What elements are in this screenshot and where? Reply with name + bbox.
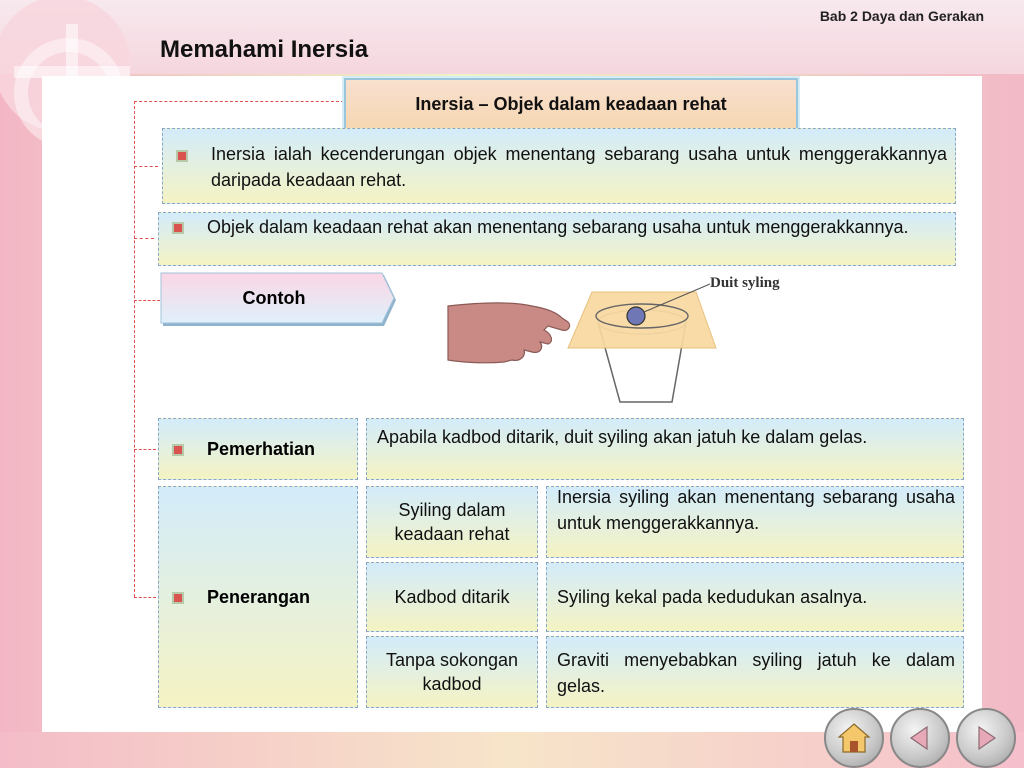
connector-top (134, 101, 344, 102)
arrow-left-icon (905, 723, 935, 753)
observation-text-box (366, 418, 964, 480)
coin-experiment-illustration (444, 272, 804, 408)
explanation-label: Penerangan (207, 587, 311, 607)
observation-text: Apabila kadbod ditarik, duit syiling akan jatuh ke dalam gelas. (377, 427, 868, 447)
connector-statement (134, 238, 154, 239)
explanation-effect-3 (546, 636, 964, 708)
statement-text: Objek dalam keadaan rehat akan menentang sebarang usaha untuk menggerakkannya. (207, 217, 909, 237)
explanation-label-box (158, 486, 358, 708)
connector-explanation (134, 597, 156, 598)
previous-button[interactable] (890, 708, 950, 768)
observation-label-box (158, 418, 358, 480)
explanation-cause-2: Kadbod ditarik (366, 562, 538, 632)
coin-label: Duit syling (710, 275, 780, 291)
statement-box (158, 212, 956, 266)
observation-label: Pemerhatian (207, 439, 316, 459)
hand-icon (448, 303, 570, 363)
home-button[interactable] (824, 708, 884, 768)
home-icon (837, 722, 871, 754)
next-button[interactable] (956, 708, 1016, 768)
explanation-effect-1 (546, 486, 964, 558)
bullet-icon (171, 591, 185, 605)
bullet-icon (171, 443, 185, 457)
bullet-icon (171, 221, 185, 235)
definition-box (162, 128, 956, 204)
topic-title: Inersia – Objek dalam keadaan rehat (344, 78, 798, 130)
connector-trunk (134, 101, 135, 597)
explanation-effect-1-text: Inersia syiling akan menentang sebarang usaha untuk menggerakkannya. (557, 487, 955, 533)
definition-text: Inersia ialah kecenderungan objek menentang sebarang usaha untuk menggerakkannya daripada keadaan rehat. (211, 144, 947, 190)
connector-observation (134, 449, 156, 450)
explanation-cause-1: Syiling dalam keadaan rehat (366, 486, 538, 558)
example-label: Contoh (242, 288, 306, 308)
explanation-cause-3: Tanpa sokongan kadbod (366, 636, 538, 708)
connector-example (134, 300, 160, 301)
explanation-effect-3-text: Graviti menyebabkan syiling jatuh ke dalam gelas. (557, 650, 955, 696)
page-title: Memahami Inersia (160, 36, 369, 63)
coin-icon (627, 307, 645, 325)
connector-definition (134, 166, 158, 167)
arrow-right-icon (971, 723, 1001, 753)
bullet-icon (175, 149, 189, 163)
explanation-effect-2: Syiling kekal pada kedudukan asalnya. (546, 562, 964, 632)
chapter-label: Bab 2 Daya dan Gerakan (819, 8, 984, 24)
